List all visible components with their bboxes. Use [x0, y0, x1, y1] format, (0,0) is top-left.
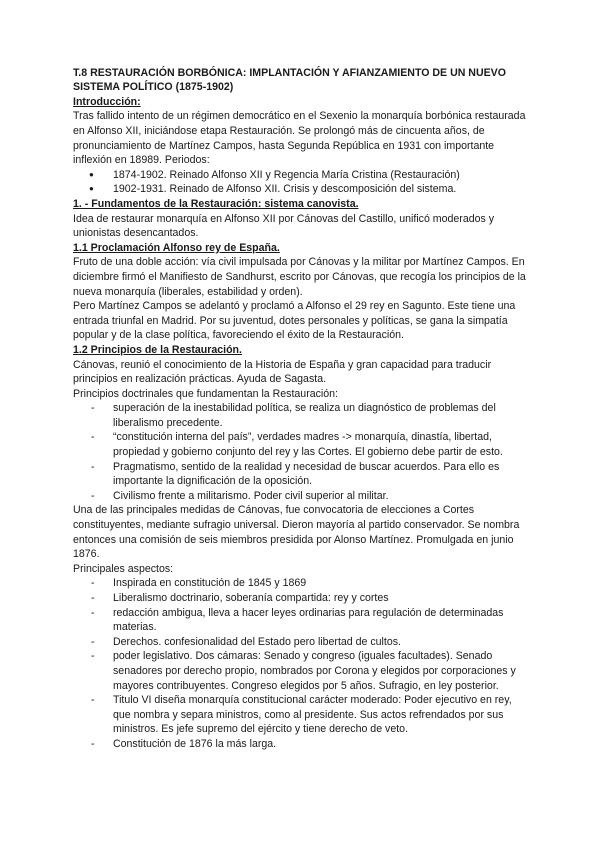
- section-1-2-paragraph-3: Una de las principales medidas de Cánovas, fue convocatoria de elecciones a Cortes constituyentes, mediante sufragio universal. Dieron mayoría al partido conservador. Se nombra entonces una comisión de seis miembros presidida por Alonso Martínez. Promulgada en junio 1876.: [73, 504, 520, 561]
- list-item: - “constitución interna del país”, verdades madres -> monarquía, dinastía, libertad, propiedad y gobierno conjunto del rey y las Cortes. El gobierno debe partir de esto.: [113, 430, 530, 459]
- list-item: ● 1902-1931. Reinado de Alfonso XII. Crisis y descomposición del sistema.: [113, 182, 530, 197]
- list-item: - Constitución de 1876 la más larga.: [113, 737, 530, 752]
- section-1-1-heading: 1.1 Proclamación Alfonso rey de España.: [73, 241, 280, 254]
- list-item: - Inspirada en constitución de 1845 y 1869: [113, 576, 530, 591]
- section-1-2-paragraph-2: Principios doctrinales que fundamentan la Restauración:: [73, 387, 338, 400]
- list-item: - Derechos. confesionalidad del Estado pero libertad de cultos.: [113, 635, 530, 650]
- section-1-2-paragraph-4: Principales aspectos:: [73, 562, 174, 575]
- section-1-paragraph: Idea de restaurar monarquía en Alfonso XII por Cánovas del Castillo, unificó moderados y unionistas desencantados.: [73, 212, 495, 240]
- list-item: - Titulo VI diseña monarquía constitucional carácter moderado: Poder ejecutivo en rey, que nombra y separa ministros, como al presidente. Sus actos refrendados por sus ministros. Es jefe supremo del ejército y tiene derecho de veto.: [113, 693, 530, 737]
- list-item: - superación de la inestabilidad política, se realiza un diagnóstico de problemas del liberalismo precedente.: [113, 401, 530, 430]
- list-item: ● 1874-1902. Reinado Alfonso XII y Regencia María Cristina (Restauración): [113, 168, 530, 183]
- list-item: - poder legislativo. Dos cámaras: Senado y congreso (iguales facultades). Senado senadores por derecho propio, nombrados por Corona y elegidos por corporaciones y mayores contribuyentes. Congreso elegidos por 5 años. Sufragio, en ley posterior.: [113, 649, 530, 693]
- section-1-1-paragraph-1: Fruto de una doble acción: vía civil impulsada por Cánovas y la militar por Martínez Campos. En diciembre firmó el Manifiesto de Sandhurst, escrito por Cánovas, que recogía los principios de la nueva monarquía (liberales, estabilidad y orden).: [73, 256, 526, 298]
- periods-list: [73, 168, 530, 197]
- list-item: - Pragmatismo, sentido de la realidad y necesidad de buscar acuerdos. Para ello es importante la dignificación de la oposición.: [113, 460, 530, 489]
- section-1-heading: 1. - Fundamentos de la Restauración: sistema canovista.: [73, 197, 359, 210]
- section-1-2-paragraph-1: Cánovas, reunió el conocimiento de la Historia de España y gran capacidad para traducir principios en realización prácticas. Ayuda de Sagasta.: [73, 358, 492, 386]
- principles-list: [73, 401, 530, 503]
- list-item: - redacción ambigua, lleva a hacer leyes ordinarias para regulación de determinadas materias.: [113, 606, 530, 635]
- aspects-list: [73, 576, 530, 751]
- intro-heading: Introducción:: [73, 95, 141, 108]
- intro-paragraph: Tras fallido intento de un régimen democrático en el Sexenio la monarquía borbónica restaurada en Alfonso XII, iniciándose etapa Restauración. Se prolongó más de cincuenta años, de pronunciamiento de Martínez Campos, hasta Segunda República en 1931 con importante inflexión en 18989. Periodos:: [73, 110, 526, 167]
- section-1-1-paragraph-2: Pero Martínez Campos se adelantó y proclamó a Alfonso el 29 rey en Sagunto. Este tiene una entrada triunfal en Madrid. Por su juventud, dotes personales y políticas, se gana la simpatía popular y de la clase política, favoreciendo el éxito de la Restauración.: [73, 300, 516, 342]
- section-1-2-heading: 1.2 Principios de la Restauración.: [73, 343, 242, 356]
- list-item: - Civilismo frente a militarismo. Poder civil superior al militar.: [113, 489, 530, 504]
- list-item: - Liberalismo doctrinario, soberanía compartida: rey y cortes: [113, 591, 530, 606]
- document-title: T.8 RESTAURACIÓN BORBÓNICA: IMPLANTACIÓN Y AFIANZAMIENTO DE UN NUEVO SISTEMA POLÍTICO (1875-1902): [73, 67, 506, 94]
